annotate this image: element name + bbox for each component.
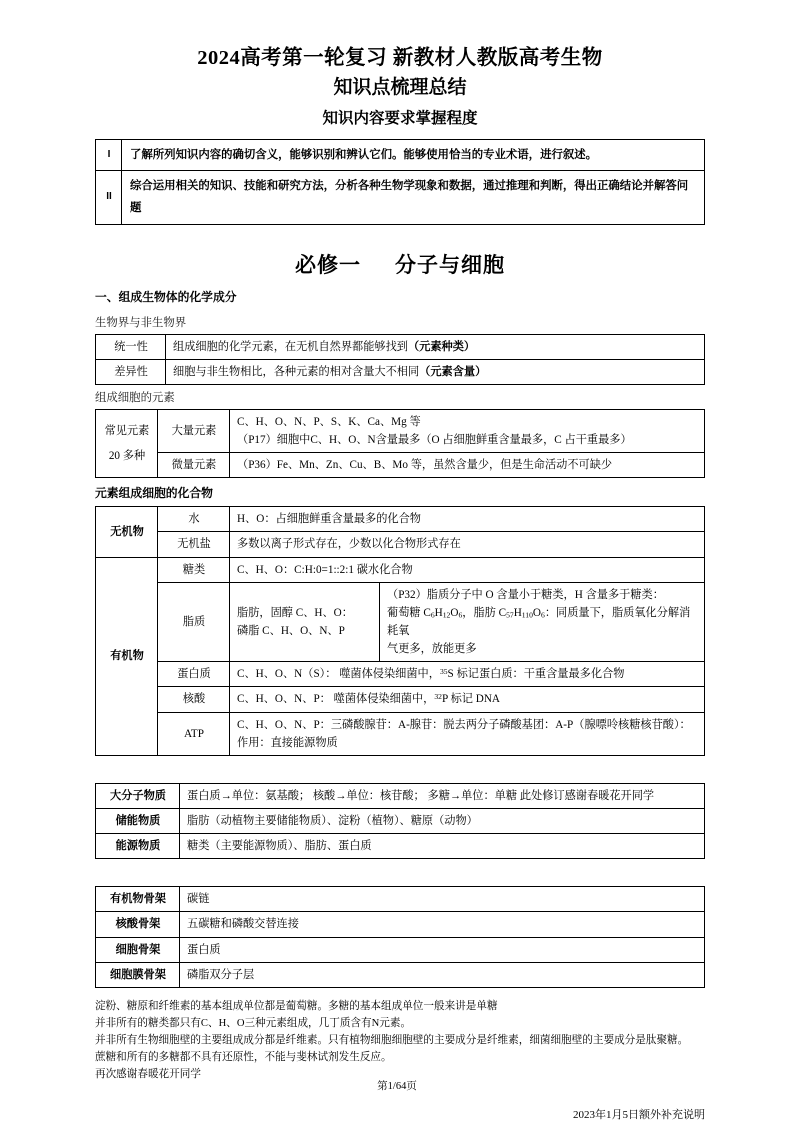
requirement-level: I [96,139,122,170]
requirement-text: 了解所列知识内容的确切含义，能够识别和辨认它们。能够使用恰当的专业术语，进行叙述。 [122,139,705,170]
row-text [230,687,705,712]
table-row [96,139,705,170]
section-heading: 一、组成生物体的化学成分 [95,289,237,304]
row-text [166,334,705,359]
requirement-level: II [96,171,122,224]
requirement-table [95,139,705,225]
row-label: 微量元素 [158,453,230,478]
note-line: 并非所有的糖类都只有C、H、O三种元素组成，几丁质含有N元素。 [95,1018,412,1029]
row-text-bold: （元素种类） [407,340,476,353]
fat-sub-o: 6 [541,610,545,620]
organic-group-label: 有机物 [96,557,158,755]
row-label: 细胞膜骨架 [96,962,180,987]
fat-sub-c: 57 [506,610,514,620]
table-row [96,532,705,557]
row-label: 储能物质 [96,809,180,834]
note-line: 淀粉、糖原和纤维素的基本组成单位都是葡萄糖。多糖的基本组成单位一般来讲是单糖 [95,1000,498,1012]
row-label: 大分子物质 [96,783,180,808]
page-title-line2: 知识点梳理总结 [333,76,467,98]
lipid-note-cell [380,582,705,662]
glucose-sub-h: 12 [442,610,451,620]
protein-isotope: 35 [439,667,448,677]
row-text [166,359,705,384]
row-label: 无机盐 [158,532,230,557]
table-row [96,937,705,962]
row-text-plain: 细胞与非生物相比，各种元素的相对含量大不相同 [173,365,420,378]
row-label: 统一性 [96,334,166,359]
row-label: 核酸骨架 [96,912,180,937]
row-text: 五碳糖和磷酸交替连接 [180,912,705,937]
nucleic-isotope: 32 [434,692,442,702]
lipid-formula-cell [230,582,380,662]
row-text-plain: 组成细胞的化学元素，在无机自然界都能够找到 [173,340,408,353]
table-row [96,409,705,452]
unit-title [95,225,705,286]
glucose-o: O [450,606,459,619]
table-row [96,359,705,384]
row-label: 大量元素 [158,409,230,452]
table-row [96,687,705,712]
cell-elements-table [95,409,705,478]
row-label: ATP [158,712,230,755]
glucose-sub-c: 6 [430,610,435,620]
row-label: 蛋白质 [158,662,230,687]
table-row [96,557,705,582]
page-number: 第1/64页 [377,1081,417,1092]
backbone-table [95,886,705,988]
table-row [96,712,705,755]
subsection-heading-3: 元素组成细胞的化合物 [95,486,213,501]
subsection-heading-1: 生物界与非生物界 [95,316,187,329]
note-line: 蔗糖和所有的多糖都不具有还原性，不能与斐林试剂发生反应。 [95,1052,392,1064]
footer-notes [95,988,705,1084]
row-text-line: C、H、O、N、P、S、K、Ca、Mg 等 [237,415,421,428]
row-label: 有机物骨架 [96,887,180,912]
atp-line2: 作用：直接能源物质 [237,736,338,749]
table-row [96,962,705,987]
table-row [96,912,705,937]
row-text: C、H、O：C:H:0=1::2:1 碳水化合物 [230,557,705,582]
row-label: 差异性 [96,359,166,384]
page-title-line3: 知识内容要求掌握程度 [322,110,478,128]
row-text: 磷脂双分子层 [180,962,705,987]
substance-category-table [95,783,705,859]
page-title-line1: 2024高考第一轮复习 新教材人教版高考生物 [197,47,603,69]
row-label: 水 [158,507,230,532]
protein-text-b: S 标记蛋白质：干重含量最多化合物 [447,668,625,681]
table-row [96,334,705,359]
table-row [96,662,705,687]
lipid-note-line2 [387,604,698,640]
row-text-bold: （元素含量） [419,365,487,378]
protein-text-a: C、H、O、N（S）： 噬菌体侵染细菌中， [237,668,440,681]
table-row [96,171,705,224]
table-row [96,887,705,912]
row-text: 多数以离子形式存在，少数以化合物形式存在 [230,532,705,557]
nucleic-text-a: C、H、O、N、P： 噬菌体侵染细菌中， [237,693,435,706]
fat-label: ，脂肪 C [462,606,507,619]
glucose-h: H [434,606,443,619]
atp-line1: C、H、O、N、P：三磷酸腺苷：A-腺苷：脱去两分子磷酸基团：A-P（腺嘌呤核糖核苷酸）： [237,718,691,731]
row-label: 细胞骨架 [96,937,180,962]
table-row [96,453,705,478]
element-group-label [96,409,158,477]
table-row [96,507,705,532]
row-text [230,712,705,755]
unit-subject: 分子与细胞 [395,252,505,277]
element-group-line1: 常见元素 [104,424,150,437]
fat-o: O [532,606,542,619]
lipid-note-line1: （P32）脂质分子中 O 含量小于糖类，H 含量多于糖类： [387,588,664,601]
table-row [96,809,705,834]
element-group-line2: 20 多种 [108,450,146,463]
row-text: 蛋白质→单位：氨基酸； 核酸→单位：核苷酸； 多糖→单位：单糖 此处修订感谢春暖花开同学 [180,783,705,808]
lipid-note-tail: ：同质量下，脂质氧化分解消耗氧 [387,606,691,638]
fat-h: H [513,606,522,619]
row-text [230,409,705,452]
table-row [96,582,705,662]
compounds-table [95,506,705,756]
unit-name: 必修一 [295,252,361,277]
row-text: （P36）Fe、Mn、Zn、Cu、B、Mo 等，虽然含量少，但是生命活动不可缺少 [230,453,705,478]
glucose-sub-o: 6 [458,610,463,620]
nucleic-text-b: P 标记 DNA [441,693,500,706]
inorganic-group-label: 无机物 [96,507,158,557]
lipid-formula-line1: 脂肪，固醇 C、H、O： [237,606,353,619]
requirement-text: 综合运用相关的知识、技能和研究方法，分析各种生物学现象和数据，通过推理和判断，得出正确结论并解答问题 [122,171,705,224]
note-line: 并非所有生物细胞壁的主要组成成分都是纤维素。只有植物细胞细胞壁的主要成分是纤维素，细菌细胞壁的主要成分是肽聚糖。 [95,1035,689,1047]
lipid-note-line3: 气更多，放能更多 [387,643,477,656]
row-text: 脂肪（动植物主要储能物质）、淀粉（植物）、糖原（动物） [180,809,705,834]
row-text-line: （P17）细胞中C、H、O、N含量最多（O 占细胞鲜重含量最多，C 占干重最多） [237,434,632,447]
row-text: 蛋白质 [180,937,705,962]
subsection-heading-2: 组成细胞的元素 [95,391,175,404]
table-row [96,783,705,808]
row-label: 能源物质 [96,834,180,859]
note-line: 再次感谢春暖花开同学 [95,1069,201,1081]
row-text: H、O：占细胞鲜重含量最多的化合物 [230,507,705,532]
lipid-formula-line2: 磷脂 C、H、O、N、P [237,625,345,638]
supplement-date-note: 2023年1月5日额外补充说明 [573,1108,705,1121]
fat-sub-h: 110 [521,610,533,620]
row-label: 糖类 [158,557,230,582]
row-label: 核酸 [158,687,230,712]
row-text: 糖类（主要能源物质）、脂肪、蛋白质 [180,834,705,859]
table-row [96,834,705,859]
glucose-label: 葡萄糖 C [387,606,431,619]
biosphere-table [95,334,705,385]
row-label: 脂质 [158,582,230,662]
row-text [230,662,705,687]
row-text: 碳链 [180,887,705,912]
